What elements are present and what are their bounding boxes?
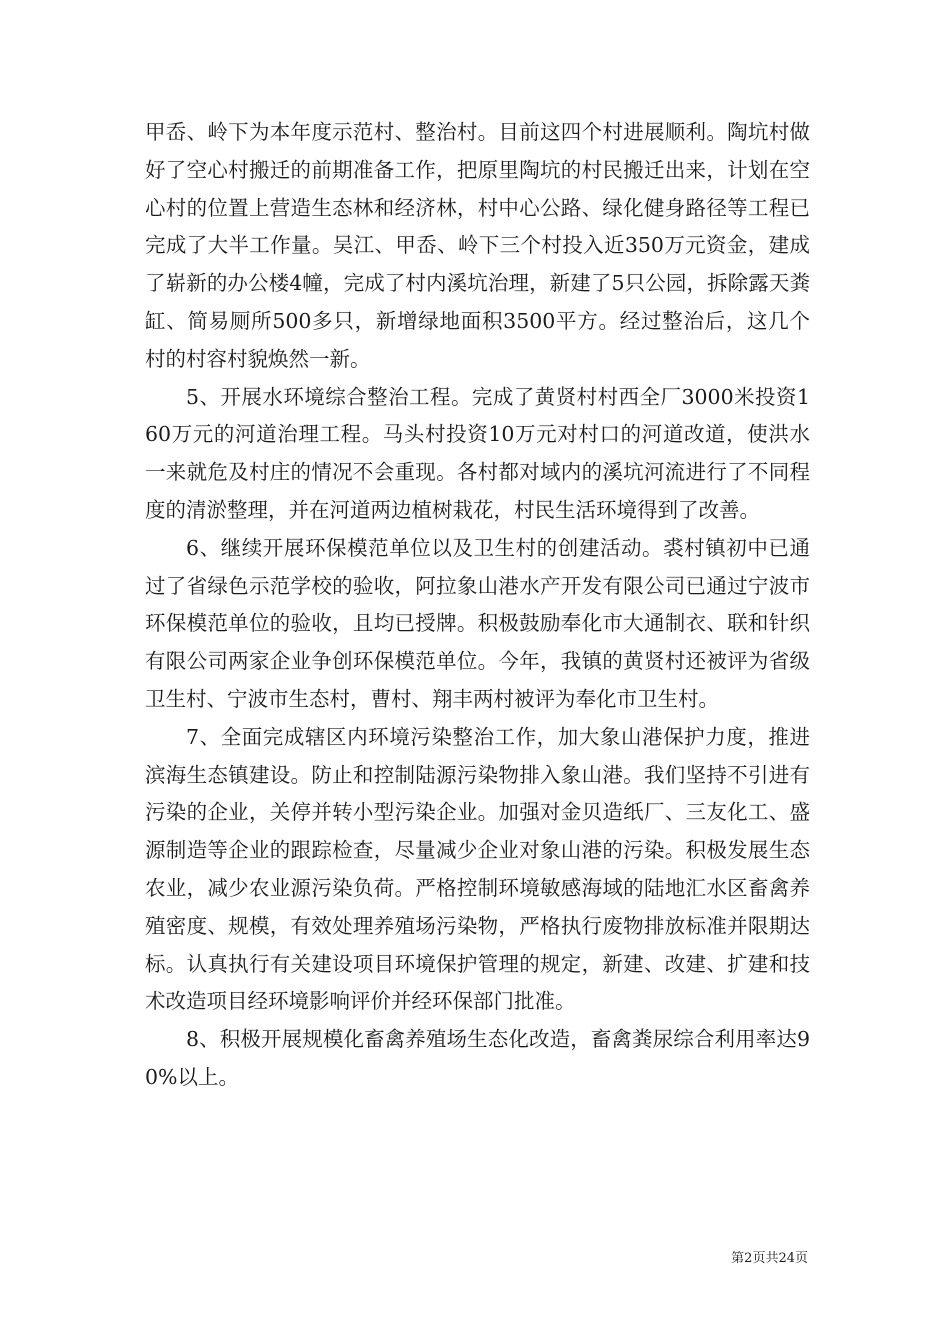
document-page [145, 114, 810, 1097]
page-number: 第2页共24页 [731, 1251, 808, 1266]
paragraph-model-units: 6、继续开展环保模范单位以及卫生村的创建活动。裘村镇初中已通过了省绿色示范学校的验收，阿拉象山港水产开发有限公司已通过宁波市环保模范单位的验收，且均已授牌。积极鼓励奉化市大通制衣、联和针织有限公司两家企业争创环保模范单位。今年，我镇的黄贤村还被评为省级卫生村、宁波市生态村，曹村、翔丰两村被评为奉化市卫生村。 [145, 535, 810, 711]
paragraph-water-environment: 5、开展水环境综合整治工程。完成了黄贤村村西全厂3000米投资160万元的河道治理工程。马头村投资10万元对村口的河道改道，使洪水一来就危及村庄的情况不会重现。各村都对域内的溪坑河流进行了不同程度的清淤整理，并在河道两边植树栽花，村民生活环境得到了改善。 [145, 384, 810, 522]
paragraph-pollution-control: 7、全面完成辖区内环境污染整治工作，加大象山港保护力度，推进滨海生态镇建设。防止和控制陆源污染物排入象山港。我们坚持不引进有污染的企业，关停并转小型污染企业。加强对金贝造纸厂、三友化工、盛源制造等企业的跟踪检查，尽量减少企业对象山港的污染。积极发展生态农业，减少农业源污染负荷。严格控制环境敏感海域的陆地汇水区畜禽养殖密度、规模，有效处理养殖场污染物，严格执行废物排放标准并限期达标。认真执行有关建设项目环境保护管理的规定，新建、改建、扩建和技术改造项目经环境影响评价并经环保部门批准。 [145, 724, 810, 1014]
paragraph-village-renovation: 甲岙、岭下为本年度示范村、整治村。目前这四个村进展顺利。陶坑村做好了空心村搬迁的前期准备工作，把原里陶坑的村民搬迁出来，计划在空心村的位置上营造生态林和经济林，村中心公路、绿化健身路径等工程已完成了大半工作量。吴江、甲岙、岭下三个村投入近350万元资金，建成了崭新的办公楼4幢，完成了村内溪坑治理，新建了5只公园，拆除露天粪缸、简易厕所500多只，新增绿地面积3500平方。经过整治后，这几个村的村容村貌焕然一新。 [145, 120, 810, 371]
paragraph-livestock-farms: 8、积极开展规模化畜禽养殖场生态化改造，畜禽粪尿综合利用率达90%以上。 [145, 1027, 810, 1089]
